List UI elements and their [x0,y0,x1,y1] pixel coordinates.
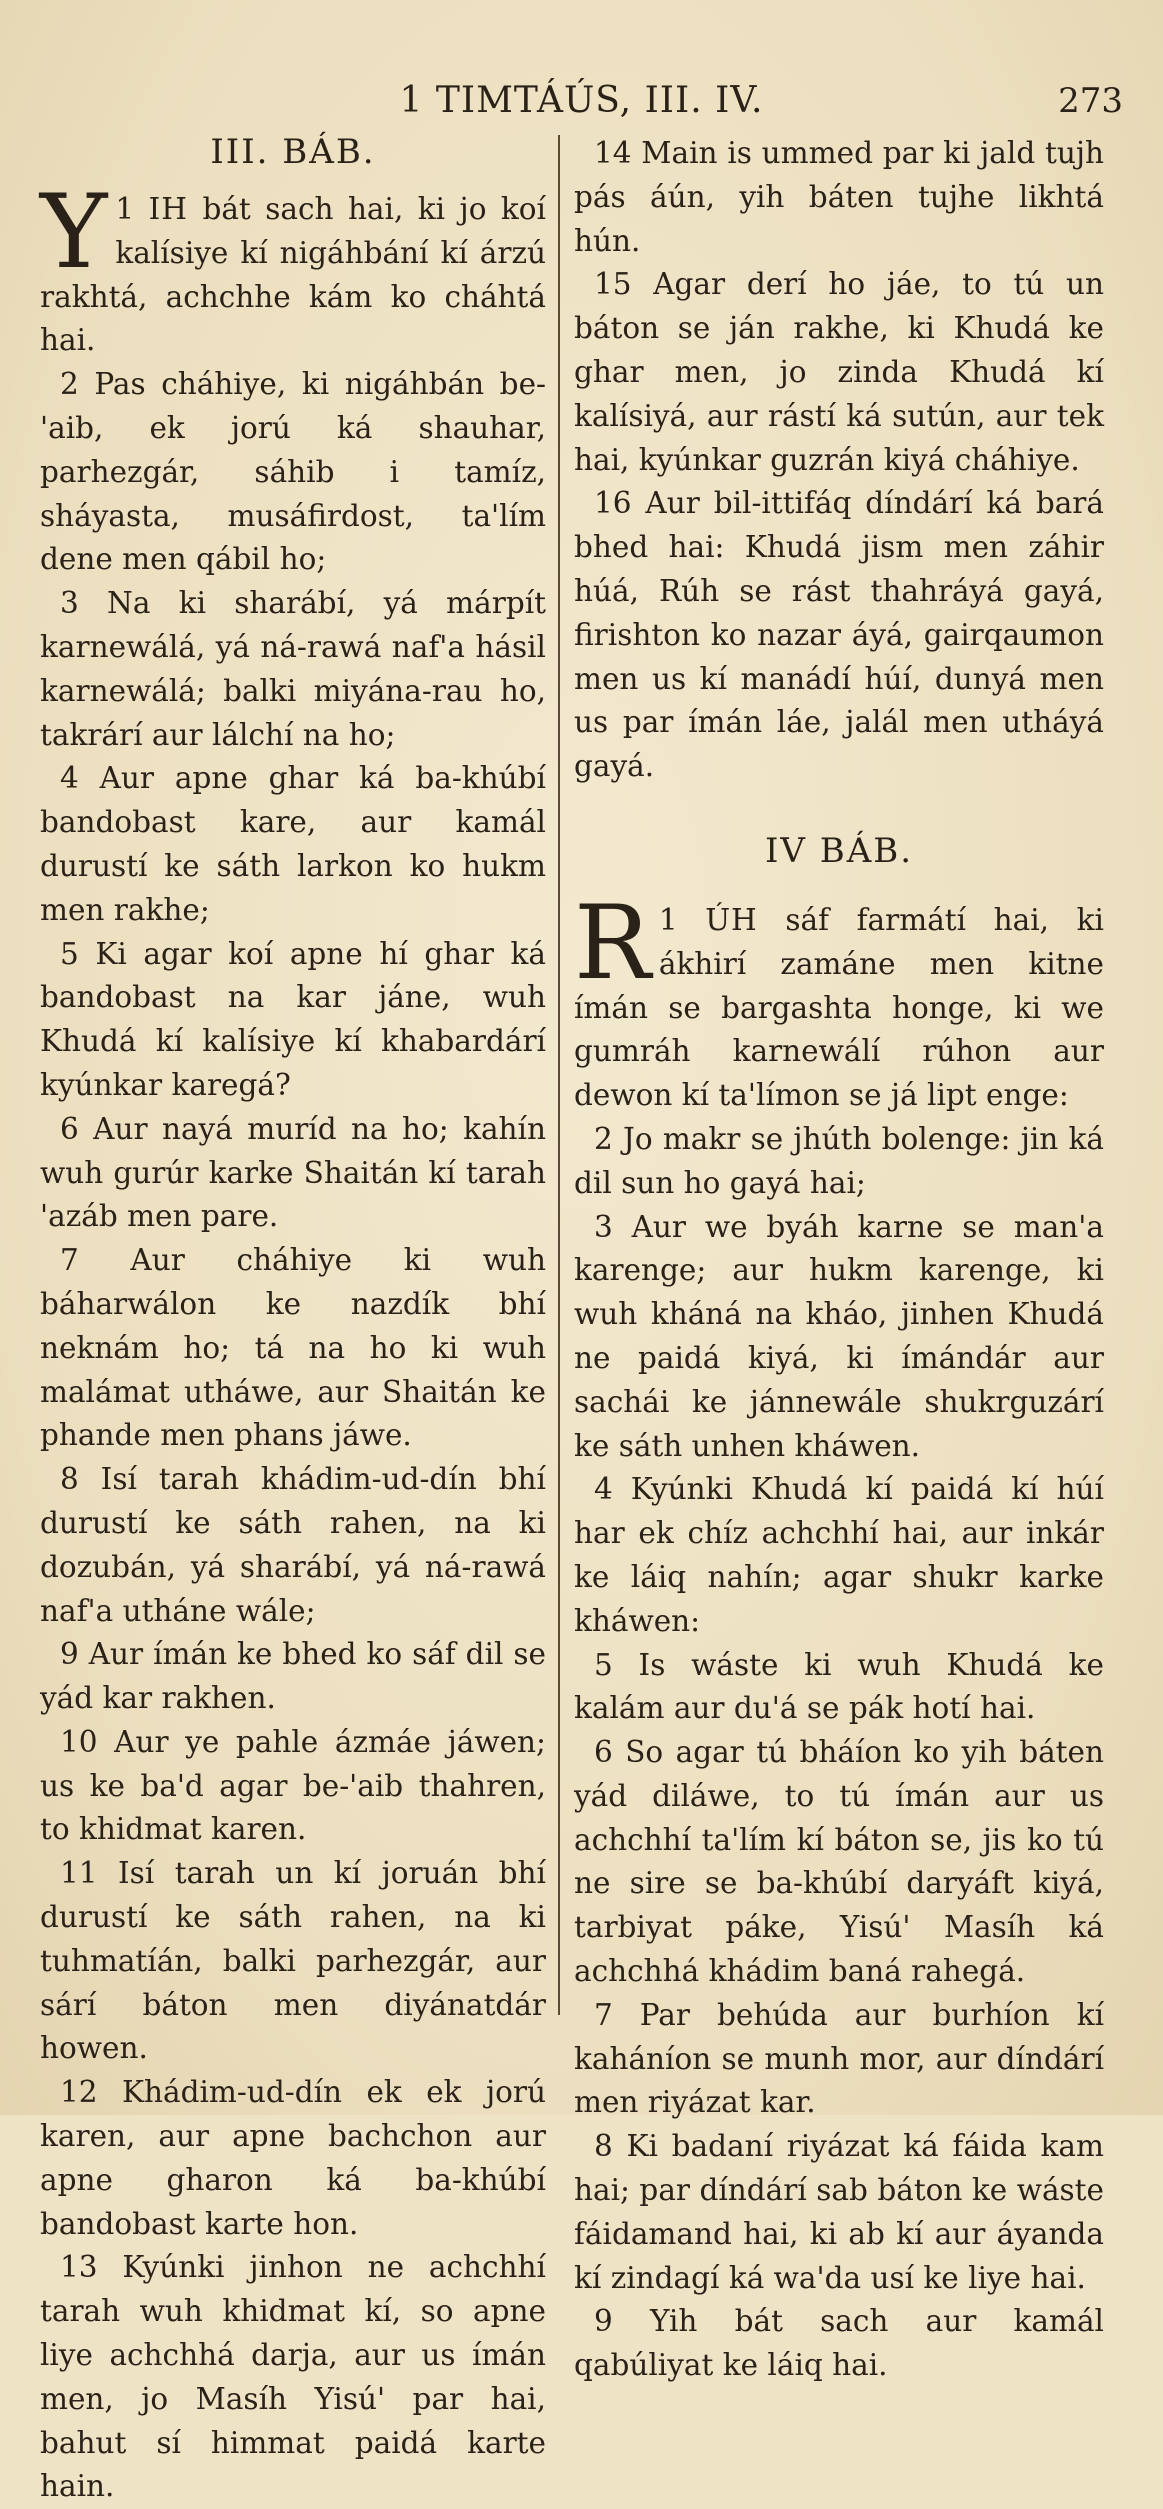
verse-iv-7: 7 Par behúda aur burhíon kí kaháníon se munh mor, aur díndárí men riyázat kar. [574,1997,1104,2120]
running-title: 1 TIMTÁÚS, III. IV. [399,80,764,121]
verse-iii-14: 14 Main is ummed par ki jald tujh pás áún, yih báten tujhe likhtá hún. [574,136,1104,258]
verse-iii-6: 6 Aur nayá muríd na ho; kahín wuh gurúr karke Shaitán kí tarah 'azáb men pare. [40,1111,546,1234]
verse-iii-12: 12 Khádim-ud-dín ek ek jorú karen, aur apne bachchon aur apne gharon ká ba-khúbí bandobast karte hon. [40,2075,546,2241]
verse-iv-9: 9 Yih bát sach aur kamál qabúliyat ke láiq hai. [574,2304,1104,2383]
verse-iii-2: 2 Pas cháhiye, ki nigáhbán be-'aib, ek jorú ká shauhar, parhezgár, sáhib i tamíz, sháyasta, musáfirdost, ta'lím dene men qábil ho; [40,367,546,577]
verse-iii-9: 9 Aur ímán ke bhed ko sáf dil se yád kar rakhen. [40,1637,546,1716]
verse-iii-8: 8 Isí tarah khádim-ud-dín bhí durustí ke sáth rahen, na ki dozubán, yá sharábí, yá ná-rawá naf'a utháne wále; [40,1462,546,1628]
lead-letters: IH [148,192,188,226]
verse-text: bát sach hai, ki jo koí kalísiye kí nigáhbání kí árzú rakhtá, achchhe kám ko cháhtá hai. [40,192,546,358]
right-column [574,132,1104,2388]
page-number: 273 [1058,81,1123,121]
verse-number: 1 [115,192,135,226]
chapter-iv-heading: IV BÁB. [764,830,914,871]
verse-iii-3: 3 Na ki sharábí, yá márpít karnewálá, yá ná-rawá naf'a hásil karnewálá; balki miyána-rau ho, takrárí aur lálchí na ho; [40,586,546,752]
left-column [40,130,546,2509]
column-divider [558,135,560,2015]
verse-iii-7: 7 Aur cháhiye ki wuh báharwálon ke nazdík bhí neknám ho; tá na ho ki wuh malámat utháwe, aur Shaitán ke phande men phans jáwe. [40,1243,546,1453]
verse-iii-15: 15 Agar derí ho jáe, to tú un báton se ján rakhe, ki Khudá ke ghar men, jo zinda Khudá kí kalísiyá, aur rástí ká sutún, aur tek hai, kyúnkar guzrán kiyá cháhiye. [574,267,1104,477]
verse-iv-3: 3 Aur we byáh karne se man'a karenge; aur hukm karenge, ki wuh kháná na kháo, jinhen Khudá ne paidá kiyá, ki ímándár aur sachái ke jánnewále shukrguzárí ke sáth unhen kháwen. [574,1209,1104,1463]
lead-letters: ÚH [705,902,758,937]
verse-iii-13: 13 Kyúnki jinhon ne achchhí tarah wuh khidmat kí, so apne liye achchhá darja, aur us ímán men, jo Masíh Yisú' par hai, bahut sí himmat paidá karte hain. [40,2250,546,2504]
verse-iii-1 [40,173,546,363]
verse-iv-2: 2 Jo makr se jhúth bolenge: jin ká dil sun ho gayá hai; [574,1121,1104,1200]
verse-number: 1 [658,902,678,937]
verse-iv-6: 6 So agar tú bháíon ko yih báten yád diláwe, to tú ímán aur us achchhí ta'lím kí báton se, jis ko tú ne sire se ba-khúbí daryáft kiyá, tarbiyat páke, Yisú' Masíh ká achchhá khádim baná rahegá. [574,1735,1104,1989]
page-header [0,78,1163,128]
verse-iii-16: 16 Aur bil-ittifáq díndárí ká bará bhed hai: Khudá jism men záhir húá, Rúh se rást thahráyá gayá, firishton ko nazar áyá, gairqaumon men us kí manádí húí, dunyá men us par ímán láe, jalál men utháyá gayá. [574,486,1104,784]
verse-iv-4: 4 Kyúnki Khudá kí paidá kí húí har ek chíz achchhí hai, aur inkár ke láiq nahín; agar shukr karke kháwen: [574,1472,1104,1638]
drop-cap: R [574,883,651,1003]
verse-iv-1 [574,883,1104,1118]
drop-cap: Y [40,173,108,292]
verse-iii-11: 11 Isí tarah un kí joruán bhí durustí ke sáth rahen, na ki tuhmatíán, balki parhezgár, aur sárí báton men diyánatdár howen. [40,1856,546,2066]
chapter-iii-heading: III. BÁB. [210,132,376,172]
verse-iii-10: 10 Aur ye pahle ázmáe jáwen; us ke ba'd agar be-'aib thahren, to khidmat karen. [40,1724,546,1847]
verse-iii-4: 4 Aur apne ghar ká ba-khúbí bandobast kare, aur kamál durustí ke sáth larkon ko hukm men rakhe; [40,761,546,927]
verse-text: sáf farmátí hai, ki ákhirí zamáne men kitne ímán se bargashta honge, ki we gumráh karnewálí rúhon aur dewon kí ta'límon se já lipt enge: [574,902,1104,1113]
verse-iii-5: 5 Ki agar koí apne hí ghar ká bandobast na kar jáne, wuh Khudá kí kalísiye kí khabardárí kyúnkar karegá? [40,936,546,1102]
verse-iv-8: 8 Ki badaní riyázat ká fáida kam hai; par díndárí sab báton ke wáste fáidamand hai, ki ab kí aur áyanda kí zindagí ká wa'da usí ke liye hai. [574,2129,1104,2295]
verse-iv-5: 5 Is wáste ki wuh Khudá ke kalám aur du'á se pák hotí hai. [574,1647,1104,1726]
